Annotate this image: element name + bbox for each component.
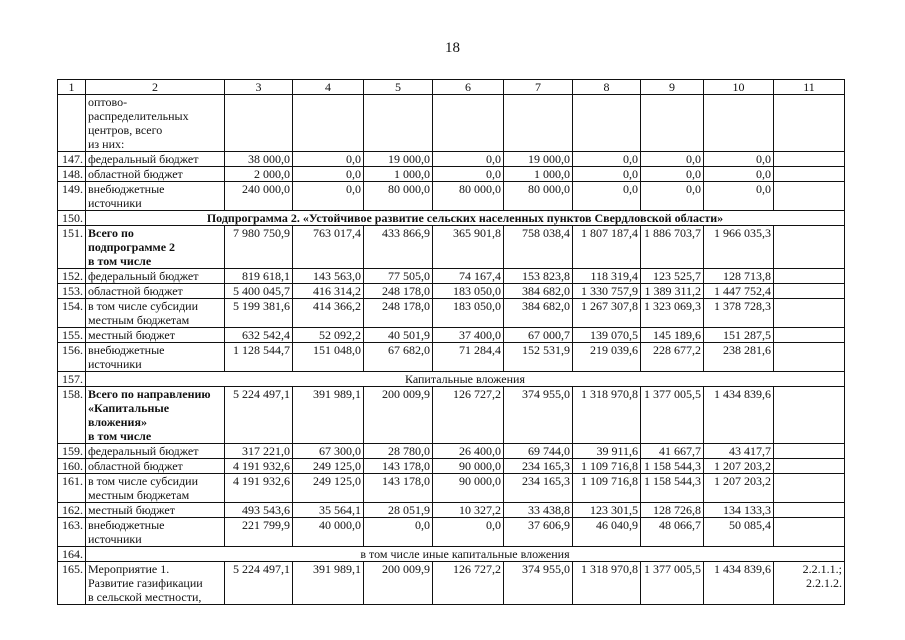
- value-cell: 80 000,0: [364, 182, 433, 211]
- row-label-line: источники: [88, 532, 142, 546]
- value-cell: 0,0: [364, 518, 433, 547]
- value-cell: 374 955,0: [504, 562, 573, 605]
- budget-table: [57, 79, 845, 605]
- value-cell: 43 417,7: [704, 444, 774, 459]
- column-number: 11: [774, 80, 845, 95]
- row-label: [86, 562, 225, 605]
- value-cell: 41 667,7: [641, 444, 704, 459]
- reference-cell: [774, 459, 845, 474]
- value-cell: 90 000,0: [433, 459, 504, 474]
- value-cell: 39 911,6: [573, 444, 641, 459]
- value-cell: 1 128 544,7: [225, 343, 293, 372]
- reference-cell: [774, 182, 845, 211]
- row-label-line: областной бюджет: [88, 167, 183, 181]
- section-title: в том числе иные капитальные вложения: [86, 547, 845, 562]
- row-label: [86, 518, 225, 547]
- value-cell: 69 744,0: [504, 444, 573, 459]
- value-cell: 0,0: [293, 182, 364, 211]
- value-cell: 145 189,6: [641, 328, 704, 343]
- value-cell: 37 606,9: [504, 518, 573, 547]
- value-cell: 40 000,0: [293, 518, 364, 547]
- value-cell: [504, 95, 573, 152]
- value-cell: 40 501,9: [364, 328, 433, 343]
- row-label: [86, 444, 225, 459]
- reference-cell: [774, 562, 845, 605]
- row-label: [86, 167, 225, 182]
- value-cell: 0,0: [641, 182, 704, 211]
- row-label-line: источники: [88, 357, 142, 371]
- column-number: 3: [225, 80, 293, 95]
- value-cell: 5 224 497,1: [225, 562, 293, 605]
- row-number: 150.: [58, 211, 86, 226]
- section-row: [58, 372, 845, 387]
- section-title: Капитальные вложения: [86, 372, 845, 387]
- row-label-line: местным бюджетам: [88, 313, 190, 327]
- value-cell: 67 000,7: [504, 328, 573, 343]
- value-cell: 1 378 728,3: [704, 299, 774, 328]
- row-label-line: областной бюджет: [88, 284, 183, 298]
- row-number: 160.: [58, 459, 86, 474]
- row-label-line: Всего по направлению: [88, 387, 211, 401]
- value-cell: 1 207 203,2: [704, 459, 774, 474]
- table-row: [58, 518, 845, 547]
- value-cell: 0,0: [573, 152, 641, 167]
- value-cell: 126 727,2: [433, 562, 504, 605]
- value-cell: 151 287,5: [704, 328, 774, 343]
- page-number: 18: [445, 40, 460, 56]
- row-label-line: вложения»: [88, 415, 147, 429]
- value-cell: 71 284,4: [433, 343, 504, 372]
- value-cell: 1 377 005,5: [641, 387, 704, 444]
- row-number: 156.: [58, 343, 86, 372]
- table-row: [58, 299, 845, 328]
- column-number: 4: [293, 80, 364, 95]
- row-label-line: из них:: [88, 137, 125, 151]
- reference-line: 2.2.1.2.: [806, 576, 842, 590]
- value-cell: 1 158 544,3: [641, 474, 704, 503]
- value-cell: 0,0: [433, 152, 504, 167]
- value-cell: 234 165,3: [504, 474, 573, 503]
- table-row: [58, 444, 845, 459]
- value-cell: 1 434 839,6: [704, 387, 774, 444]
- value-cell: 118 319,4: [573, 269, 641, 284]
- value-cell: 228 677,2: [641, 343, 704, 372]
- value-cell: 248 178,0: [364, 299, 433, 328]
- reference-cell: [774, 226, 845, 269]
- table-row: [58, 343, 845, 372]
- value-cell: 200 009,9: [364, 562, 433, 605]
- table-row: [58, 226, 845, 269]
- table-row: [58, 474, 845, 503]
- value-cell: 183 050,0: [433, 299, 504, 328]
- value-cell: 249 125,0: [293, 459, 364, 474]
- value-cell: [704, 95, 774, 152]
- value-cell: 10 327,2: [433, 503, 504, 518]
- header-row: [58, 80, 845, 95]
- row-label: [86, 328, 225, 343]
- value-cell: 1 447 752,4: [704, 284, 774, 299]
- row-label-line: оптово-: [88, 95, 128, 109]
- value-cell: 50 085,4: [704, 518, 774, 547]
- value-cell: 0,0: [433, 518, 504, 547]
- value-cell: 33 438,8: [504, 503, 573, 518]
- row-number: 148.: [58, 167, 86, 182]
- row-label: [86, 387, 225, 444]
- value-cell: [225, 95, 293, 152]
- row-label-line: Развитие газификации: [88, 576, 203, 590]
- value-cell: 384 682,0: [504, 299, 573, 328]
- value-cell: 1 966 035,3: [704, 226, 774, 269]
- reference-cell: [774, 167, 845, 182]
- section-row: [58, 547, 845, 562]
- value-cell: 1 318 970,8: [573, 387, 641, 444]
- row-label-line: центров, всего: [88, 123, 163, 137]
- table-row: [58, 284, 845, 299]
- value-cell: 1 318 970,8: [573, 562, 641, 605]
- value-cell: 0,0: [704, 182, 774, 211]
- table-row: [58, 167, 845, 182]
- value-cell: 128 713,8: [704, 269, 774, 284]
- value-cell: 1 323 069,3: [641, 299, 704, 328]
- row-number: 151.: [58, 226, 86, 269]
- value-cell: 240 000,0: [225, 182, 293, 211]
- value-cell: 0,0: [573, 167, 641, 182]
- row-number: 159.: [58, 444, 86, 459]
- value-cell: 80 000,0: [504, 182, 573, 211]
- value-cell: 153 823,8: [504, 269, 573, 284]
- value-cell: 391 989,1: [293, 562, 364, 605]
- value-cell: 819 618,1: [225, 269, 293, 284]
- value-cell: 67 682,0: [364, 343, 433, 372]
- column-number: 1: [58, 80, 86, 95]
- value-cell: 77 505,0: [364, 269, 433, 284]
- value-cell: [293, 95, 364, 152]
- value-cell: 5 224 497,1: [225, 387, 293, 444]
- row-label-line: внебюджетные: [88, 518, 165, 532]
- section-row: [58, 211, 845, 226]
- value-cell: 365 901,8: [433, 226, 504, 269]
- column-number: 10: [704, 80, 774, 95]
- reference-cell: [774, 152, 845, 167]
- value-cell: 134 133,3: [704, 503, 774, 518]
- row-number: 161.: [58, 474, 86, 503]
- value-cell: 1 158 544,3: [641, 459, 704, 474]
- value-cell: 1 207 203,2: [704, 474, 774, 503]
- value-cell: 0,0: [573, 182, 641, 211]
- reference-cell: [774, 269, 845, 284]
- row-number: 155.: [58, 328, 86, 343]
- value-cell: 0,0: [293, 152, 364, 167]
- value-cell: 52 092,2: [293, 328, 364, 343]
- row-label-line: «Капитальные: [88, 401, 170, 415]
- value-cell: 234 165,3: [504, 459, 573, 474]
- value-cell: 38 000,0: [225, 152, 293, 167]
- value-cell: 1 886 703,7: [641, 226, 704, 269]
- value-cell: 374 955,0: [504, 387, 573, 444]
- reference-cell: [774, 95, 845, 152]
- value-cell: 1 109 716,8: [573, 459, 641, 474]
- row-label-line: в том числе: [88, 254, 152, 268]
- value-cell: 414 366,2: [293, 299, 364, 328]
- column-number: 7: [504, 80, 573, 95]
- row-label-line: федеральный бюджет: [88, 269, 199, 283]
- row-label-line: местный бюджет: [88, 503, 175, 517]
- row-label: [86, 459, 225, 474]
- value-cell: 200 009,9: [364, 387, 433, 444]
- value-cell: 384 682,0: [504, 284, 573, 299]
- row-label: [86, 299, 225, 328]
- value-cell: 433 866,9: [364, 226, 433, 269]
- value-cell: 221 799,9: [225, 518, 293, 547]
- value-cell: 2 000,0: [225, 167, 293, 182]
- section-title: Подпрограмма 2. «Устойчивое развитие сельских населенных пунктов Свердловской области»: [86, 211, 845, 226]
- row-label: [86, 474, 225, 503]
- row-label: [86, 284, 225, 299]
- value-cell: 19 000,0: [504, 152, 573, 167]
- row-number: [58, 95, 86, 152]
- table-row: [58, 328, 845, 343]
- reference-cell: [774, 343, 845, 372]
- value-cell: 152 531,9: [504, 343, 573, 372]
- column-number: 5: [364, 80, 433, 95]
- row-label: [86, 343, 225, 372]
- row-label-line: областной бюджет: [88, 459, 183, 473]
- row-label-line: внебюджетные: [88, 343, 165, 357]
- table-row: [58, 152, 845, 167]
- value-cell: 493 543,6: [225, 503, 293, 518]
- row-label-line: местным бюджетам: [88, 488, 190, 502]
- value-cell: 151 048,0: [293, 343, 364, 372]
- value-cell: [433, 95, 504, 152]
- reference-line: 2.2.1.1.;: [802, 562, 842, 576]
- value-cell: 5 400 045,7: [225, 284, 293, 299]
- value-cell: 317 221,0: [225, 444, 293, 459]
- value-cell: 1 109 716,8: [573, 474, 641, 503]
- reference-cell: [774, 518, 845, 547]
- value-cell: [573, 95, 641, 152]
- value-cell: 391 989,1: [293, 387, 364, 444]
- row-label-line: подпрограмме 2: [88, 240, 176, 254]
- row-number: 157.: [58, 372, 86, 387]
- value-cell: 90 000,0: [433, 474, 504, 503]
- row-number: 158.: [58, 387, 86, 444]
- row-label-line: распределительных: [88, 109, 189, 123]
- reference-cell: [774, 299, 845, 328]
- table-row: [58, 95, 845, 152]
- value-cell: 0,0: [704, 152, 774, 167]
- value-cell: 26 400,0: [433, 444, 504, 459]
- column-number: 9: [641, 80, 704, 95]
- reference-cell: [774, 444, 845, 459]
- row-number: 164.: [58, 547, 86, 562]
- value-cell: 143 563,0: [293, 269, 364, 284]
- value-cell: 46 040,9: [573, 518, 641, 547]
- value-cell: 0,0: [704, 167, 774, 182]
- table-row: [58, 459, 845, 474]
- reference-cell: [774, 474, 845, 503]
- value-cell: 1 389 311,2: [641, 284, 704, 299]
- value-cell: 1 807 187,4: [573, 226, 641, 269]
- row-label-line: в сельской местности,: [88, 590, 202, 604]
- row-number: 152.: [58, 269, 86, 284]
- row-label: [86, 152, 225, 167]
- value-cell: 1 377 005,5: [641, 562, 704, 605]
- value-cell: 758 038,4: [504, 226, 573, 269]
- value-cell: 74 167,4: [433, 269, 504, 284]
- reference-cell: [774, 328, 845, 343]
- row-label-line: в том числе: [88, 429, 152, 443]
- value-cell: 238 281,6: [704, 343, 774, 372]
- value-cell: 219 039,6: [573, 343, 641, 372]
- value-cell: 0,0: [641, 167, 704, 182]
- row-number: 154.: [58, 299, 86, 328]
- row-number: 162.: [58, 503, 86, 518]
- value-cell: 416 314,2: [293, 284, 364, 299]
- value-cell: 128 726,8: [641, 503, 704, 518]
- value-cell: 632 542,4: [225, 328, 293, 343]
- value-cell: 4 191 932,6: [225, 474, 293, 503]
- value-cell: 4 191 932,6: [225, 459, 293, 474]
- row-number: 153.: [58, 284, 86, 299]
- column-number: 8: [573, 80, 641, 95]
- value-cell: 1 330 757,9: [573, 284, 641, 299]
- row-label-line: Всего по: [88, 226, 134, 240]
- value-cell: 248 178,0: [364, 284, 433, 299]
- row-label-line: источники: [88, 196, 142, 210]
- value-cell: 143 178,0: [364, 459, 433, 474]
- value-cell: 28 051,9: [364, 503, 433, 518]
- value-cell: 1 434 839,6: [704, 562, 774, 605]
- value-cell: 123 525,7: [641, 269, 704, 284]
- row-label-line: внебюджетные: [88, 182, 165, 196]
- value-cell: 80 000,0: [433, 182, 504, 211]
- value-cell: [641, 95, 704, 152]
- row-label-line: федеральный бюджет: [88, 444, 199, 458]
- value-cell: 67 300,0: [293, 444, 364, 459]
- value-cell: 0,0: [293, 167, 364, 182]
- table-body: [58, 80, 845, 605]
- value-cell: 1 000,0: [504, 167, 573, 182]
- value-cell: 139 070,5: [573, 328, 641, 343]
- value-cell: 37 400,0: [433, 328, 504, 343]
- value-cell: 126 727,2: [433, 387, 504, 444]
- row-number: 147.: [58, 152, 86, 167]
- row-label-line: федеральный бюджет: [88, 152, 199, 166]
- value-cell: 5 199 381,6: [225, 299, 293, 328]
- value-cell: 28 780,0: [364, 444, 433, 459]
- value-cell: 183 050,0: [433, 284, 504, 299]
- row-label: [86, 182, 225, 211]
- row-number: 149.: [58, 182, 86, 211]
- row-label-line: в том числе субсидии: [88, 299, 199, 313]
- column-number: 2: [86, 80, 225, 95]
- value-cell: 0,0: [433, 167, 504, 182]
- table-row: [58, 269, 845, 284]
- value-cell: 763 017,4: [293, 226, 364, 269]
- value-cell: 123 301,5: [573, 503, 641, 518]
- row-label: [86, 269, 225, 284]
- value-cell: 19 000,0: [364, 152, 433, 167]
- table-row: [58, 562, 845, 605]
- value-cell: 0,0: [641, 152, 704, 167]
- value-cell: 1 267 307,8: [573, 299, 641, 328]
- value-cell: 1 000,0: [364, 167, 433, 182]
- value-cell: 143 178,0: [364, 474, 433, 503]
- table-row: [58, 503, 845, 518]
- row-label: [86, 95, 225, 152]
- value-cell: 249 125,0: [293, 474, 364, 503]
- value-cell: 48 066,7: [641, 518, 704, 547]
- table-row: [58, 387, 845, 444]
- column-number: 6: [433, 80, 504, 95]
- reference-cell: [774, 387, 845, 444]
- row-label: [86, 503, 225, 518]
- value-cell: 35 564,1: [293, 503, 364, 518]
- reference-cell: [774, 284, 845, 299]
- value-cell: [364, 95, 433, 152]
- row-label: [86, 226, 225, 269]
- value-cell: 7 980 750,9: [225, 226, 293, 269]
- row-number: 163.: [58, 518, 86, 547]
- row-label-line: Мероприятие 1.: [88, 562, 170, 576]
- table-row: [58, 182, 845, 211]
- row-label-line: местный бюджет: [88, 328, 175, 342]
- row-number: 165.: [58, 562, 86, 605]
- reference-cell: [774, 503, 845, 518]
- row-label-line: в том числе субсидии: [88, 474, 199, 488]
